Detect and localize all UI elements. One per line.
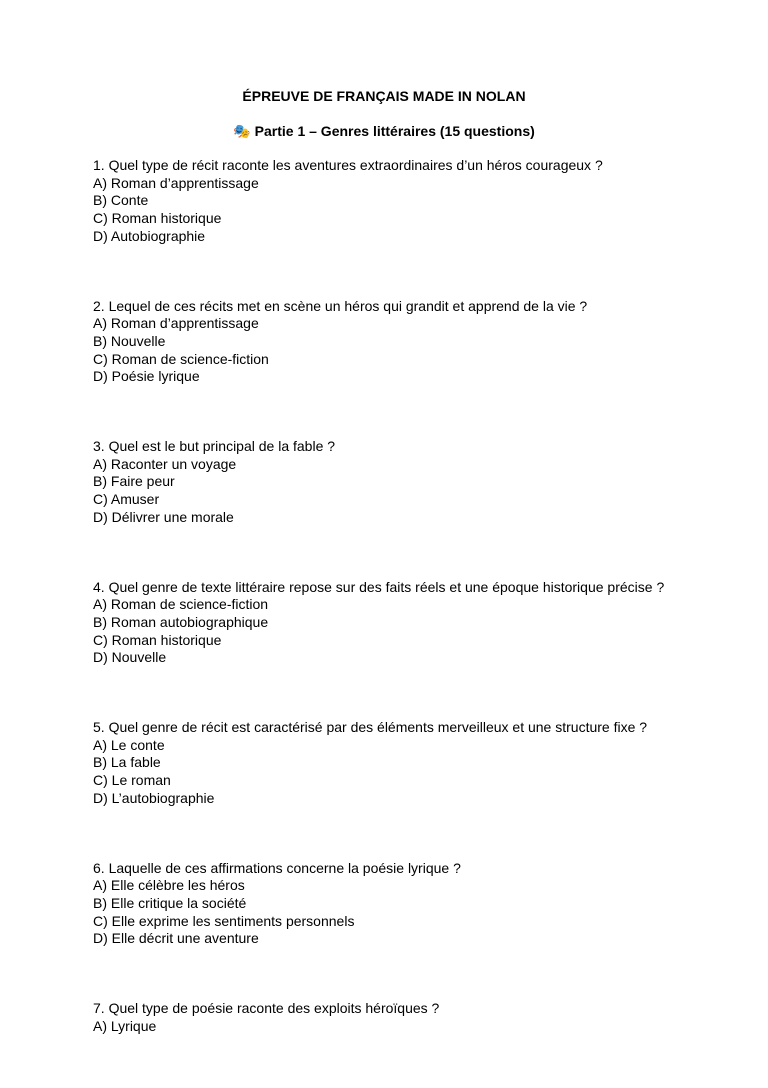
answer-option: A) Elle célèbre les héros — [93, 877, 245, 894]
question-text: 6. Laquelle de ces affirmations concerne la poésie lyrique ? — [93, 859, 461, 876]
question-1 — [93, 157, 753, 246]
answer-option: B) Nouvelle — [93, 332, 166, 349]
question-3 — [93, 438, 753, 527]
part-title: Partie 1 – Genres littéraires (15 questions) — [254, 123, 535, 139]
answer-option: A) Roman d’apprentissage — [93, 174, 259, 191]
question-6 — [93, 860, 753, 949]
question-2 — [93, 298, 753, 387]
answer-option: A) Lyrique — [93, 1017, 157, 1034]
answer-option: C) Amuser — [93, 491, 160, 508]
question-text: 7. Quel type de poésie raconte des exploits héroïques ? — [93, 1000, 440, 1017]
question-text: 4. Quel genre de texte littéraire repose sur des faits réels et une époque historique précise ? — [93, 578, 665, 595]
question-text: 2. Lequel de ces récits met en scène un héros qui grandit et apprend de la vie ? — [93, 297, 588, 314]
answer-option: C) Elle exprime les sentiments personnels — [93, 912, 355, 929]
answer-option: A) Roman de science-fiction — [93, 596, 269, 613]
question-4 — [93, 579, 753, 668]
answer-option: B) Conte — [93, 192, 149, 209]
question-text: 3. Quel est le but principal de la fable ? — [93, 438, 336, 455]
answer-option: B) Roman autobiographique — [93, 613, 269, 630]
answer-option: B) Elle critique la société — [93, 894, 247, 911]
document-title: ÉPREUVE DE FRANÇAIS MADE IN NOLAN — [242, 88, 526, 104]
answer-option: C) Roman de science-fiction — [93, 350, 269, 367]
answer-option: A) Raconter un voyage — [93, 455, 237, 472]
answer-option: B) Faire peur — [93, 473, 175, 490]
answer-option: D) L’autobiographie — [93, 789, 215, 806]
answer-option: B) La fable — [93, 754, 161, 771]
answer-option: A) Le conte — [93, 736, 165, 753]
answer-option: D) Autobiographie — [93, 227, 206, 244]
answer-option: D) Elle décrit une aventure — [93, 930, 259, 947]
answer-option: C) Roman historique — [93, 210, 222, 227]
question-7 — [93, 1000, 753, 1035]
question-text: 1. Quel type de récit raconte les aventures extraordinaires d’un héros courageux ? — [93, 157, 603, 173]
theater-masks-icon: 🎭 — [233, 123, 251, 139]
answer-option: C) Roman historique — [93, 631, 222, 648]
question-5 — [93, 719, 753, 808]
answer-option: D) Nouvelle — [93, 649, 167, 666]
answer-option: A) Roman d’apprentissage — [93, 315, 259, 332]
answer-option: C) Le roman — [93, 772, 171, 789]
answer-option: D) Délivrer une morale — [93, 508, 234, 525]
question-text: 5. Quel genre de récit est caractérisé par des éléments merveilleux et une structure fixe ? — [93, 719, 648, 736]
part-heading — [0, 122, 768, 140]
answer-option: D) Poésie lyrique — [93, 368, 200, 385]
question-list — [93, 157, 753, 1088]
